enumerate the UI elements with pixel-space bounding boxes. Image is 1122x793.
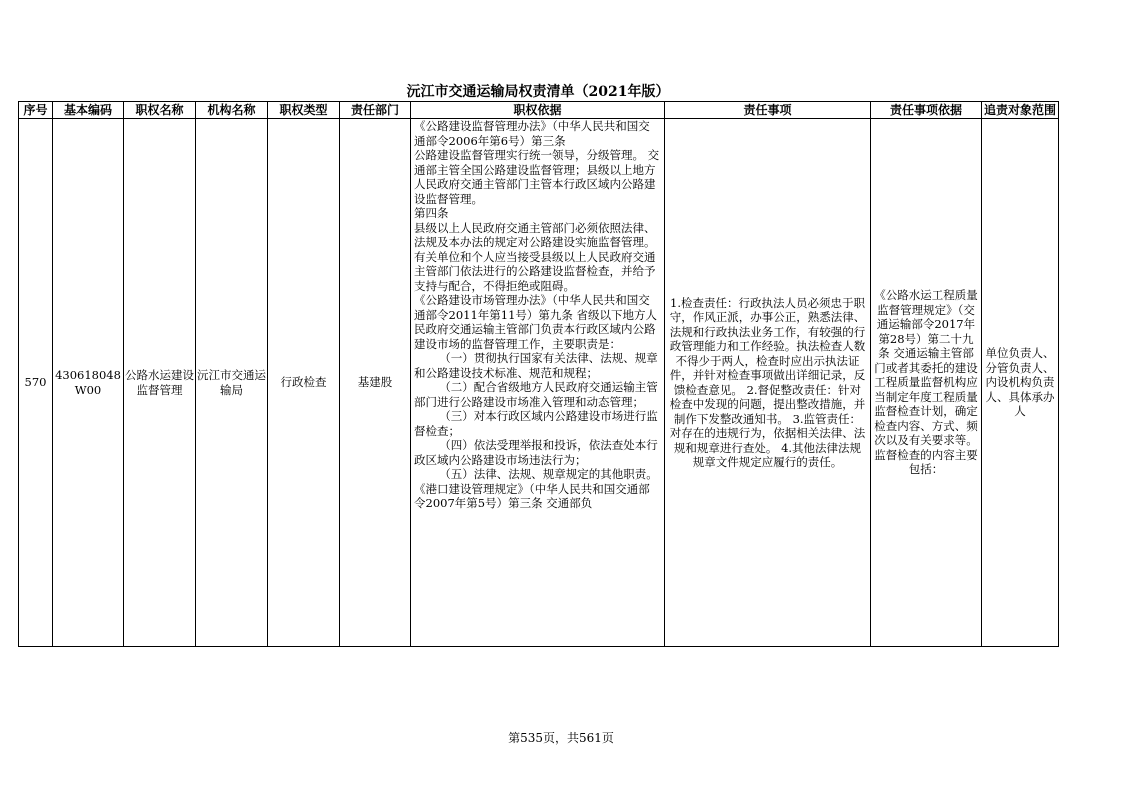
basis-item: （一）贯彻执行国家有关法律、法规、规章和公路建设技术标准、规范和规程； <box>414 351 658 380</box>
basis-paragraph: 《港口建设管理规定》（中华人民共和国交通部令2007年第5号）第三条 交通部负 <box>414 481 650 510</box>
basis-item: （四）依法受理举报和投诉，依法查处本行政区域内公路建设市场违法行为； <box>414 438 658 467</box>
header-dept: 责任部门 <box>340 102 411 119</box>
header-resp: 责任事项 <box>665 102 871 119</box>
cell-type: 行政检查 <box>268 119 340 647</box>
cell-basis <box>411 119 665 647</box>
cell-org: 沅江市交通运输局 <box>196 119 268 647</box>
basis-paragraph: 《公路建设市场管理办法》（中华人民共和国交通部令2011年第11号）第九条 省级以下地方人民政府交通运输主管部门负责本行政区域内公路建设市场的监督管理工作，主要职责是： <box>414 293 658 351</box>
page-number: 第535页，共561页 <box>508 731 614 745</box>
table-row <box>19 119 1059 647</box>
table-header-row <box>19 102 1059 119</box>
duty-list-table <box>18 101 1059 647</box>
header-resp-basis: 责任事项依据 <box>871 102 982 119</box>
cell-responsibility: 1.检查责任：行政执法人员必须忠于职守，作风正派，办事公正，熟悉法律、法规和行政执法业务工作，有较强的行政管理能力和工作经验。执法检查人数不得少于两人，检查时应出示执法证件，并针对检查事项做出详细记录，反馈检查意见。 2.督促整改责任：针对检查中发现的问题，提出整改措施，并制作下发整改通知书。 3.监管责任：对存在的违规行为，依据相关法律、法规和规章进行查处。 4.其他法律法规规章文件规定应履行的责任。 <box>665 119 871 647</box>
basis-item: （五）法律、法规、规章规定的其他职责。 <box>439 467 658 481</box>
basis-item: （二）配合省级地方人民政府交通运输主管部门进行公路建设市场准入管理和动态管理； <box>414 380 658 409</box>
header-name: 职权名称 <box>124 102 196 119</box>
document-title: 沅江市交通运输局权责清单（2021年版） <box>406 84 670 100</box>
header-seq: 序号 <box>19 102 53 119</box>
cell-dept: 基建股 <box>340 119 411 647</box>
cell-name: 公路水运建设监督管理 <box>124 119 196 647</box>
basis-paragraph: 《公路建设监督管理办法》（中华人民共和国交通部令2006年第6号）第三条 <box>414 119 650 148</box>
cell-responsibility-basis: 《公路水运工程质量监督管理规定》（交通运输部令2017年第28号）第二十九条 交通运输主管部门或者其委托的建设工程质量监督机构应当制定年度工程质量监督检查计划，确定检查内容、方式、频次以及有关要求等。监督检查的内容主要包括： <box>871 119 982 647</box>
basis-item: （三）对本行政区域内公路建设市场进行监督检查； <box>414 409 658 438</box>
header-code: 基本编码 <box>53 102 124 119</box>
cell-accountability-scope: 单位负责人、分管负责人、内设机构负责人、具体承办人 <box>982 119 1059 647</box>
basis-paragraph: 公路建设监督管理实行统一领导，分级管理。 交通部主管全国公路建设监督管理；县级以上地方人民政府交通主管部门主管本行政区域内公路建设监督管理。 <box>414 148 660 206</box>
basis-paragraph: 第四条 <box>414 206 449 220</box>
header-org: 机构名称 <box>196 102 268 119</box>
header-scope: 追责对象范围 <box>982 102 1059 119</box>
cell-code: 430618048W00 <box>53 119 124 647</box>
cell-seq: 570 <box>19 119 53 647</box>
header-type: 职权类型 <box>268 102 340 119</box>
basis-paragraph: 县级以上人民政府交通主管部门必须依照法律、法规及本办法的规定对公路建设实施监督管理。 有关单位和个人应当接受县级以上人民政府交通主管部门依法进行的公路建设监督检查，并给予支持与配合，不得拒绝或阻碍。 <box>414 220 656 293</box>
header-basis: 职权依据 <box>411 102 665 119</box>
